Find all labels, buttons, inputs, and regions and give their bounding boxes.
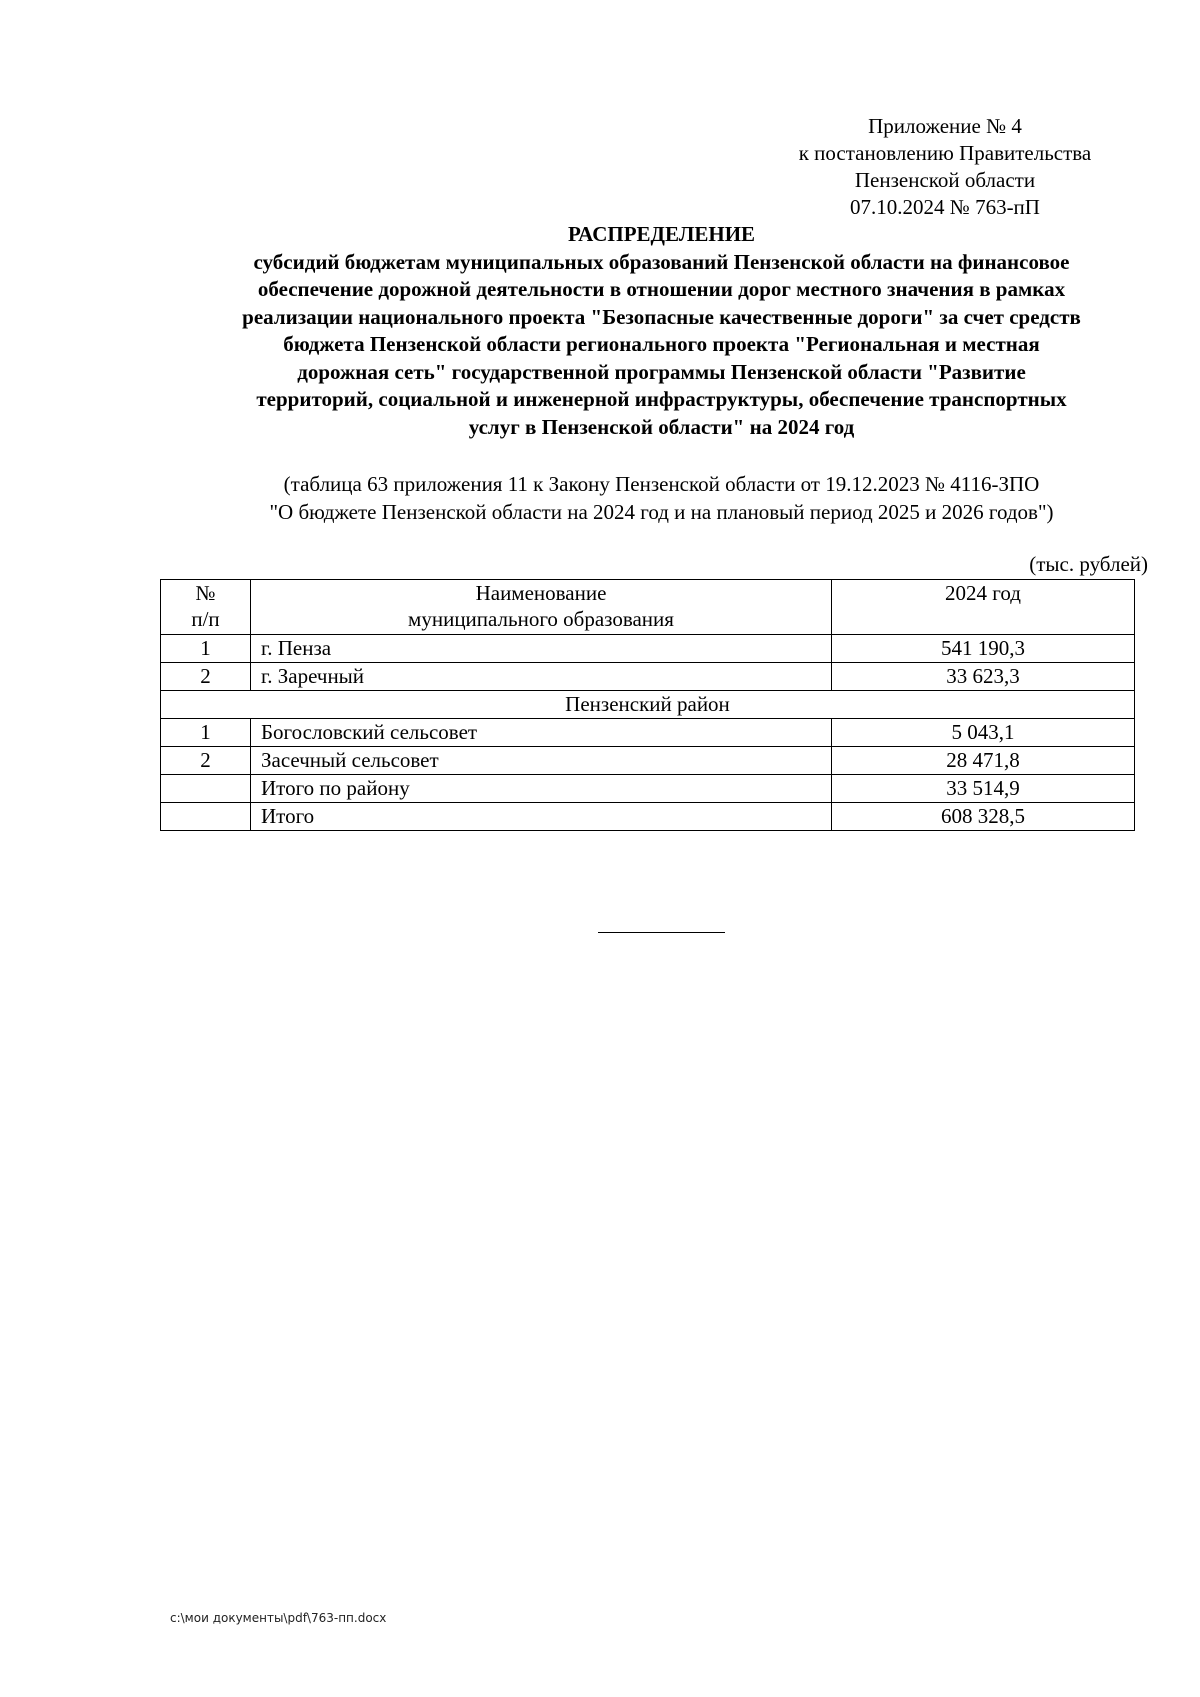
- header-year: 2024 год: [832, 580, 1135, 635]
- row-number: 2: [161, 663, 251, 691]
- header-line: Приложение № 4: [868, 114, 1022, 138]
- district-name: Пензенский район: [161, 691, 1135, 719]
- title-line: дорожная сеть" государственной программы Пензенской области "Развитие: [297, 359, 1026, 384]
- row-value: 33 623,3: [832, 663, 1135, 691]
- table-row: [161, 747, 1135, 775]
- row-name: г. Заречный: [251, 663, 832, 691]
- header-line: к постановлению Правительства: [798, 141, 1092, 165]
- header-name: Наименование муниципального образования: [251, 580, 832, 635]
- row-value: 33 514,9: [832, 775, 1135, 803]
- file-path-footer: c:\мои документы\pdf\763-пп.docx: [170, 1611, 387, 1625]
- units-label: (тыс. рублей): [1029, 552, 1148, 576]
- district-total-row: [161, 775, 1135, 803]
- row-number: [161, 803, 251, 831]
- distribution-table: [160, 579, 1135, 831]
- district-row: [161, 691, 1135, 719]
- row-name: Итого по району: [251, 775, 832, 803]
- row-name: Итого: [251, 803, 832, 831]
- title-line: территорий, социальной и инженерной инфраструктуры, обеспечение транспортных: [256, 387, 1067, 411]
- appendix-header: [758, 113, 1132, 221]
- row-value: 608 328,5: [832, 803, 1135, 831]
- row-name: г. Пенза: [251, 635, 832, 663]
- title-line: услуг в Пензенской области" на 2024 год: [468, 414, 855, 439]
- row-value: 541 190,3: [832, 635, 1135, 663]
- table-row: [161, 663, 1135, 691]
- row-number: 1: [161, 635, 251, 663]
- header-line: 07.10.2024 № 763-пП: [850, 195, 1040, 219]
- table-row: [161, 635, 1135, 663]
- title-line: обеспечение дорожной деятельности в отношении дорог местного значения в рамках: [257, 277, 1066, 301]
- header-line: Пензенской области: [854, 168, 1036, 192]
- title-heading: РАСПРЕДЕЛЕНИЕ: [567, 222, 756, 246]
- source-line: "О бюджете Пензенской области на 2024 год и на плановый период 2025 и 2026 годов"): [269, 500, 1054, 524]
- row-name: Богословский сельсовет: [251, 719, 832, 747]
- end-divider: [598, 932, 725, 933]
- title-line: бюджета Пензенской области регионального проекта "Региональная и местная: [283, 332, 1040, 356]
- header-number: № п/п: [161, 580, 251, 635]
- title-line: субсидий бюджетам муниципальных образований Пензенской области на финансовое: [253, 249, 1070, 274]
- document-title: [163, 221, 1160, 441]
- table-header-row: [161, 580, 1135, 635]
- row-number: [161, 775, 251, 803]
- row-value: 28 471,8: [832, 747, 1135, 775]
- row-number: 1: [161, 719, 251, 747]
- row-name: Засечный сельсовет: [251, 747, 832, 775]
- table-row: [161, 719, 1135, 747]
- grand-total-row: [161, 803, 1135, 831]
- title-line: реализации национального проекта "Безопасные качественные дороги" за счет средств: [242, 304, 1081, 329]
- source-line: (таблица 63 приложения 11 к Закону Пензенской области от 19.12.2023 № 4116-ЗПО: [283, 472, 1040, 496]
- row-number: 2: [161, 747, 251, 775]
- source-reference: [163, 470, 1160, 526]
- row-value: 5 043,1: [832, 719, 1135, 747]
